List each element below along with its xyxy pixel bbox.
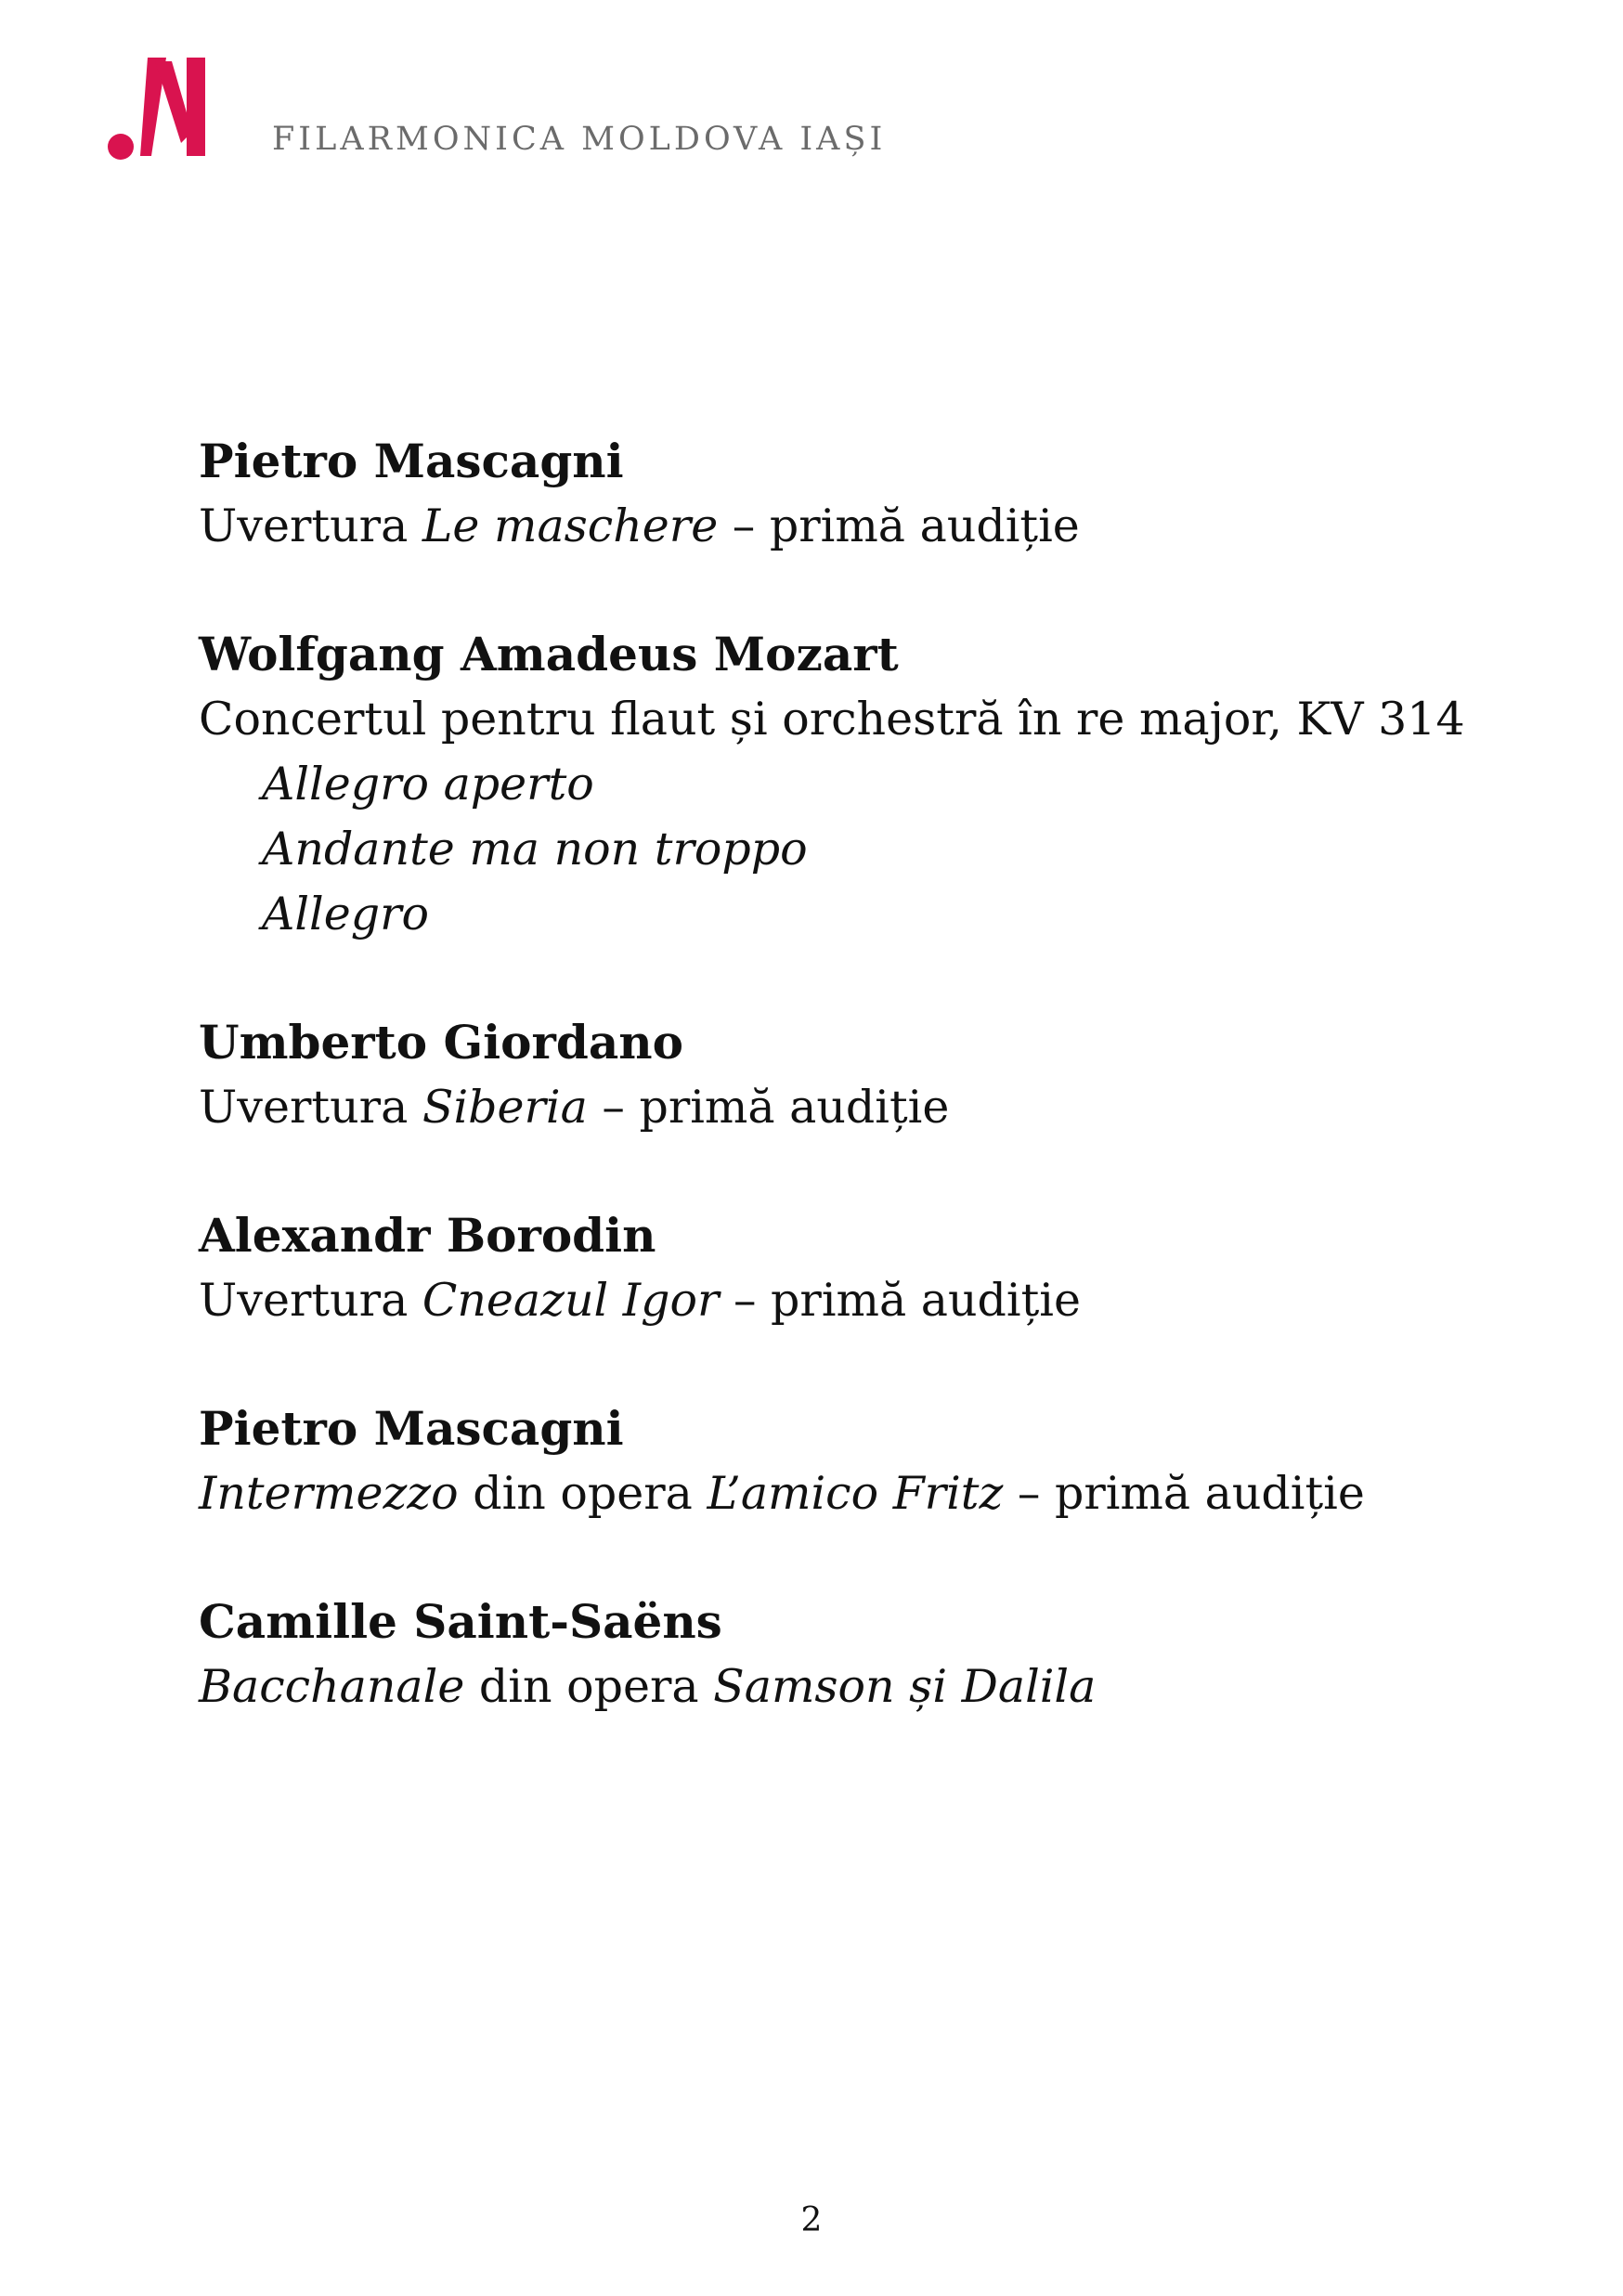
work-title <box>199 1461 1536 1526</box>
movement: Andante ma non troppo <box>262 823 808 876</box>
header <box>107 54 942 175</box>
work-connector: din opera <box>458 1467 708 1520</box>
composer-name: Camille Saint-Saëns <box>199 1594 722 1649</box>
work-prefix: Uvertura <box>199 1274 422 1327</box>
work-title <box>199 1654 1536 1719</box>
composer-name: Pietro Mascagni <box>199 434 624 488</box>
work-title <box>199 494 1536 559</box>
work-prefix: Uvertura <box>199 1081 422 1134</box>
composer-name: Umberto Giordano <box>199 1015 683 1070</box>
work-title: Concertul pentru flaut și orchestră în re major, KV 314 <box>199 693 1465 746</box>
composer-name: Pietro Mascagni <box>199 1401 624 1456</box>
work-italic-title: Bacchanale <box>199 1660 465 1713</box>
opera-italic-title: Samson și Dalila <box>713 1660 1097 1713</box>
work-suffix: – primă audiție <box>719 1274 1081 1327</box>
organization-name: FILARMONICA MOLDOVA IAȘI <box>272 121 887 158</box>
program-piece <box>199 1589 1536 1719</box>
program-piece <box>199 622 1536 947</box>
work-connector: din opera <box>464 1660 714 1713</box>
composer-name: Wolfgang Amadeus Mozart <box>199 627 899 681</box>
work-suffix: – primă audiție <box>718 499 1080 552</box>
opera-italic-title: L’amico Fritz <box>707 1467 1004 1520</box>
work-italic-title: Intermezzo <box>199 1467 459 1520</box>
work-suffix: – primă audiție <box>587 1081 950 1134</box>
work-italic-title: Le maschere <box>422 499 719 552</box>
page-number: 2 <box>800 2201 823 2239</box>
filarmonica-m-logo-icon <box>107 58 237 163</box>
program-piece <box>199 429 1536 559</box>
movement: Allegro aperto <box>262 758 594 811</box>
movement: Allegro <box>262 888 430 940</box>
program-piece <box>199 1203 1536 1333</box>
work-title <box>199 1268 1536 1333</box>
program-piece <box>199 1010 1536 1140</box>
composer-name: Alexandr Borodin <box>199 1208 656 1263</box>
concert-program <box>199 429 1536 1783</box>
program-piece <box>199 1396 1536 1526</box>
work-prefix: Uvertura <box>199 499 422 552</box>
work-suffix: – primă audiție <box>1003 1467 1365 1520</box>
work-italic-title: Siberia <box>422 1081 588 1134</box>
work-title <box>199 1075 1536 1140</box>
work-italic-title: Cneazul Igor <box>422 1274 720 1327</box>
